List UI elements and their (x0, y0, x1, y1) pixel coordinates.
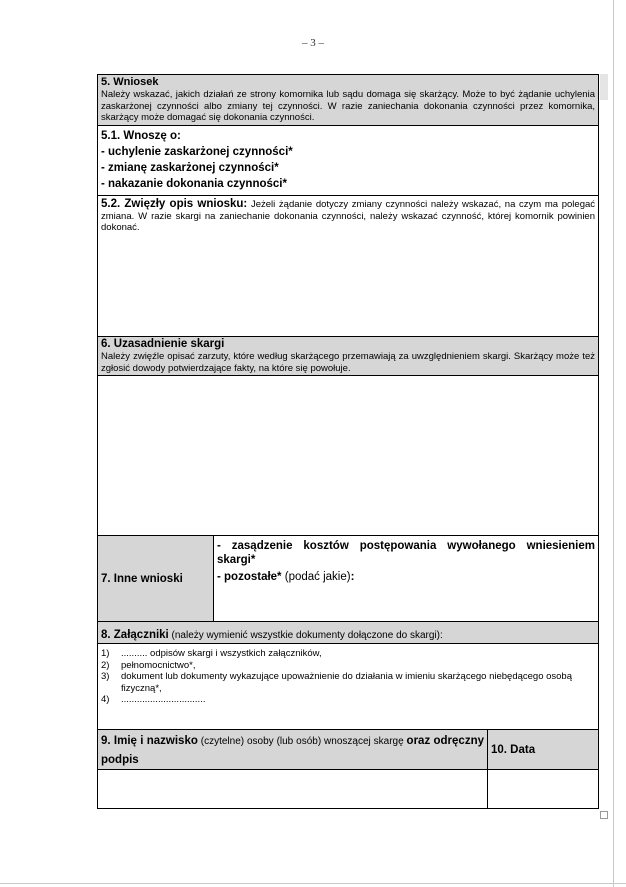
option-pozostale-note: (podać jakie) (281, 571, 351, 583)
section-5-header (97, 74, 599, 126)
section-6-field[interactable] (97, 375, 599, 536)
section-6-title: 6. Uzasadnienie skargi (101, 338, 225, 350)
section-8-note: (należy wymienić wszystkie dokumenty dołączone do skargi): (168, 630, 443, 641)
section-10-header (487, 729, 599, 770)
option-koszty[interactable]: - zasądzenie kosztów postępowania wywołanego wniesieniem skargi* (217, 540, 595, 566)
section-5-2-desc: Jeżeli żądanie dotyczy zmiany czynności należy wskazać, na czym ma polegać zmiana. W razie skargi na zaniechanie dokonania czynności, należy wskazać czynność, której komornik powinien dokonać. (101, 199, 596, 233)
attachment-text: pełnomocnictwo*, (121, 659, 196, 671)
page-number: – 3 – (302, 37, 324, 49)
section-10-title: 10. Data (491, 743, 536, 756)
section-7-title: 7. Inne wnioski (101, 572, 183, 585)
section-6-desc: Należy zwięźle opisać zarzuty, które według skarżącego przemawiają za uwzględnieniem skargi. Skarżący może też zgłosić dowody potwierdzające fakty, na które się powołuje. (101, 351, 595, 374)
section-8-header (97, 621, 599, 644)
section-9-title-sign: oraz odręczny podpis (101, 735, 484, 766)
attachment-text: dokument lub dokumenty wykazujące upoważnienie do działania w imieniu skarżącego niebędącego osobą fizyczną*, (121, 671, 573, 694)
section-5-title: 5. Wniosek (101, 76, 159, 88)
section-6-header (97, 336, 599, 376)
resize-handle-icon[interactable] (600, 811, 608, 819)
section-9-title (101, 732, 484, 769)
attachment-num: 1) (101, 648, 110, 659)
page-edge (612, 0, 614, 887)
section-8-list (97, 643, 599, 730)
option-pozostale-label: - pozostałe* (217, 571, 282, 583)
attachment-text: ................................ (121, 694, 206, 705)
option-pozostale[interactable] (217, 570, 595, 584)
section-8-title: 8. Załączniki (101, 629, 169, 641)
option-zmiana[interactable]: - zmianę zaskarżonej czynności* (101, 162, 279, 174)
signature-field[interactable] (97, 769, 488, 809)
section-5-desc: Należy wskazać, jakich działań ze strony komornika lub sądu domaga się skarżący. Może to być żądanie uchylenia zaskarżonej czynności albo zmiany tej czynności. W razie zaniechania dokonania czynności przez komornika, skarżący może domagać się dokonania czynności. (101, 89, 595, 123)
attachment-num: 2) (101, 659, 110, 671)
page-bottom-edge (0, 883, 626, 884)
attachment-num: 3) (101, 671, 110, 682)
section-5-2[interactable] (97, 195, 599, 337)
attachment-num: 4) (101, 694, 110, 705)
option-nakazanie[interactable]: - nakazanie dokonania czynności* (101, 178, 287, 190)
section-5-2-title: 5.2. Zwięzły opis wniosku: (101, 198, 248, 210)
section-9-title-name: 9. Imię i nazwisko (101, 735, 198, 747)
attachment-text: .......... odpisów skargi i wszystkich załączników, (121, 648, 322, 659)
section-5-1-title: 5.1. Wnoszę o: (101, 130, 181, 142)
section-5-1 (97, 125, 599, 196)
attachment-item (101, 671, 595, 694)
section-7-label-cell (97, 535, 214, 622)
section-7-content[interactable] (213, 535, 599, 622)
option-pozostale-colon: : (350, 571, 355, 583)
option-uchylenie[interactable]: - uchylenie zaskarżonej czynności* (101, 146, 293, 158)
attachment-item (101, 694, 595, 706)
section-9-header (97, 729, 488, 770)
scrollbar-thumb[interactable] (600, 74, 608, 100)
attachment-item (101, 648, 595, 660)
date-field[interactable] (487, 769, 599, 809)
section-5-2-text (101, 199, 595, 234)
section-9-title-note: (czytelne) osoby (lub osób) wnoszącej skargę (197, 736, 407, 747)
attachment-item (101, 660, 595, 672)
